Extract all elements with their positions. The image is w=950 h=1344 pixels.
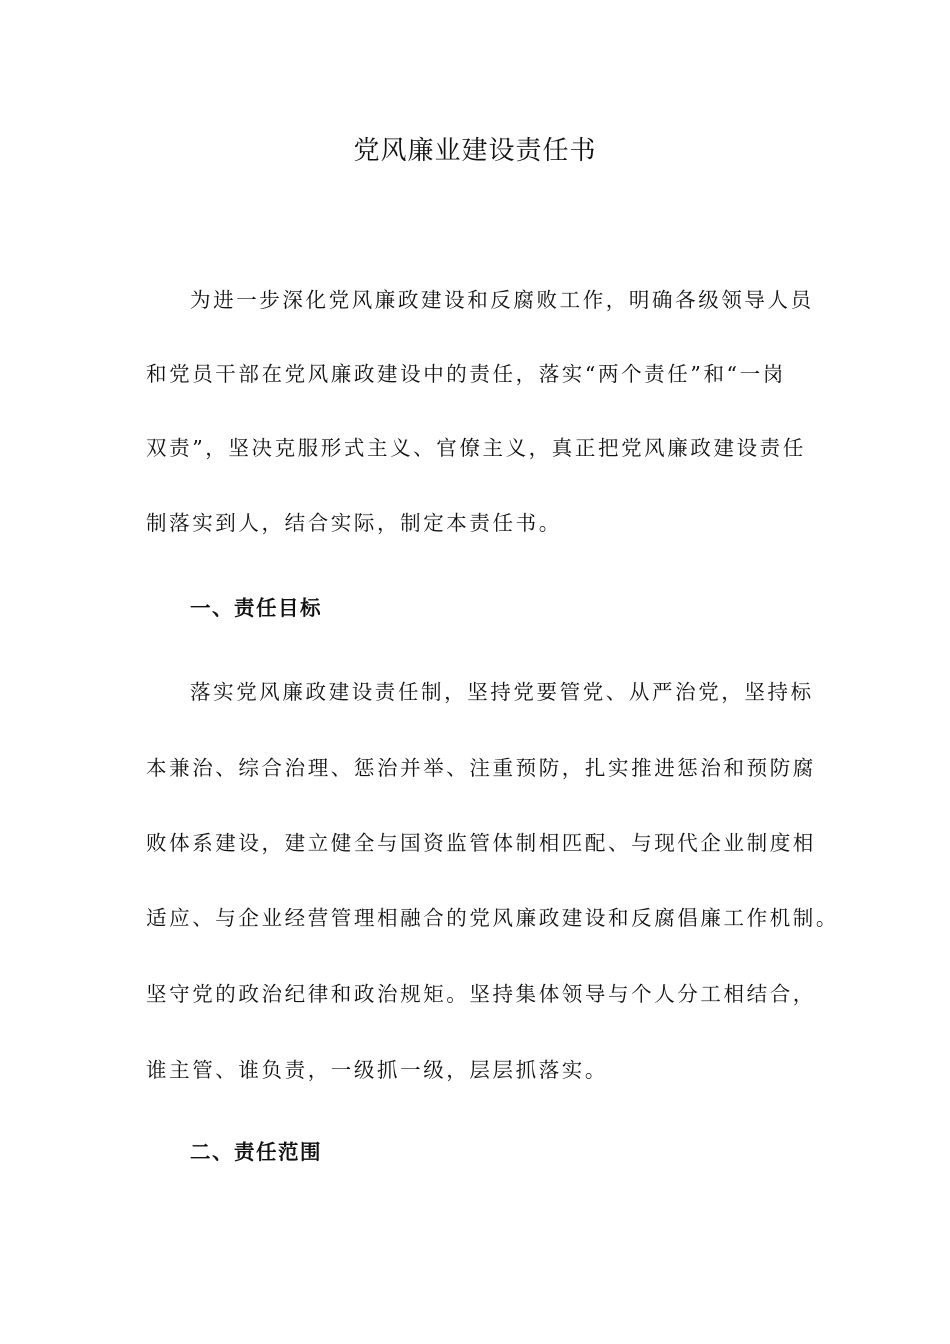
paragraph-1-line-2: 和党员干部在党风廉政建设中的责任，落实“两个责任”和“一岗 [146, 362, 786, 386]
paragraph-1-line-1: 为进一步深化党风廉政建设和反腐败工作，明确各级领导人员 [190, 288, 814, 312]
section-2-heading: 二、责任范围 [190, 1140, 322, 1164]
section-1-line-1: 落实党风廉政建设责任制，坚持党要管党、从严治党，坚持标 [190, 680, 814, 704]
section-1-heading: 一、责任目标 [190, 596, 322, 620]
section-1-line-3: 败体系建设，建立健全与国资监管体制相匹配、与现代企业制度相 [146, 831, 816, 855]
section-1-line-4: 适应、与企业经营管理相融合的党风廉政建设和反腐倡廉工作机制。 [146, 906, 839, 930]
paragraph-1-line-4: 制落实到人，结合实际，制定本责任书。 [146, 511, 562, 535]
document-title: 党风廉业建设责任书 [353, 136, 597, 166]
section-1-line-6: 谁主管、谁负责，一级抓一级，层层抓落实。 [146, 1058, 608, 1082]
section-1-line-2: 本兼治、综合治理、惩治并举、注重预防，扎实推进惩治和预防腐 [146, 756, 816, 780]
section-1-line-5: 坚守党的政治纪律和政治规矩。坚持集体领导与个人分工相结合， [146, 982, 816, 1006]
paragraph-1-line-3: 双责”，坚决克服形式主义、官僚主义，真正把党风廉政建设责任 [146, 436, 806, 460]
